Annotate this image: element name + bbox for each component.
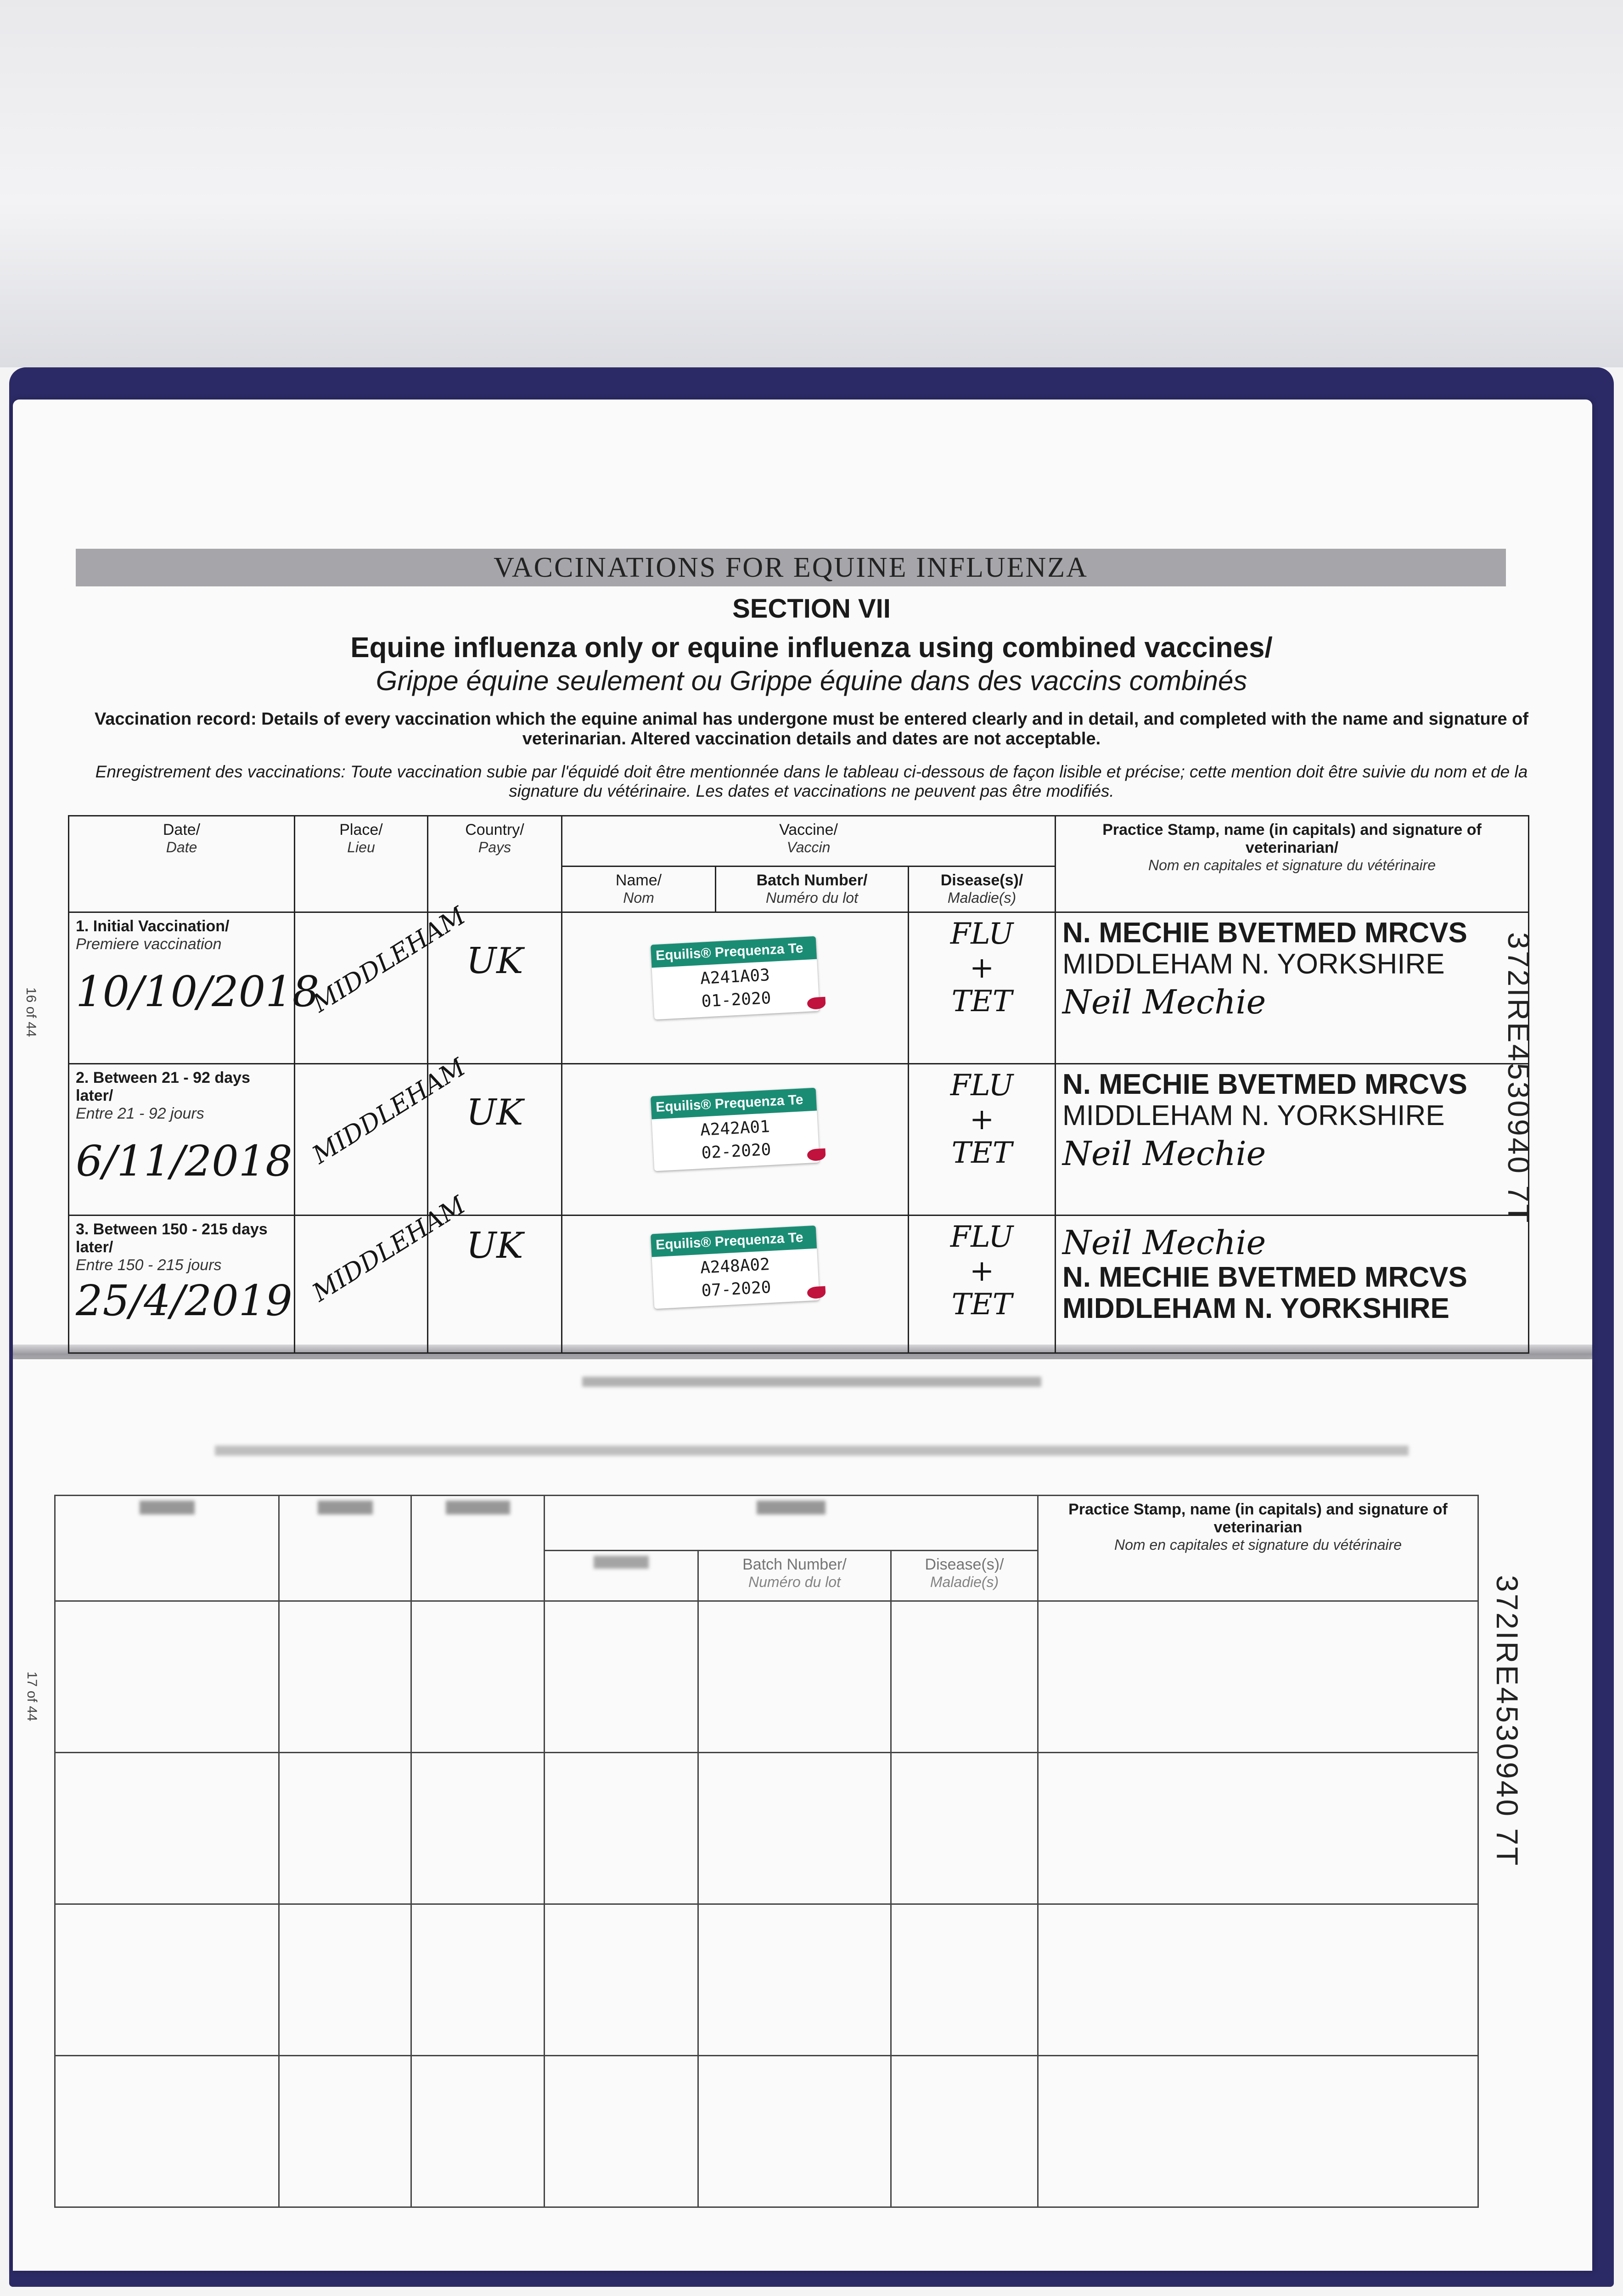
vaccine-label-cell [562, 912, 909, 1064]
record-instructions-fr: Enregistrement des vaccinations: Toute vaccination subie par l'équidé doit être mentionnée dans le tableau ci-dessous de façon lisible et précise; cette mention doit être suivie du nom et de la signature du vétérinaire. Les dates et vaccinations ne peuvent pas être modifiés. [95, 762, 1528, 800]
row-label-cell [69, 1216, 295, 1353]
vaccine-label-cell [562, 1216, 909, 1353]
expiry-date: 01-2020 [701, 988, 772, 1011]
header-stamp-bottom: Practice Stamp, name (in capitals) and signature of veterinarian Nom en capitales et signature du vétérinaire [1038, 1496, 1478, 1601]
disease-cell [909, 912, 1056, 1064]
section-band [76, 549, 1506, 586]
disease-tet: TET [951, 1136, 1012, 1171]
header-stamp: Practice Stamp, name (in capitals) and signature of veterinarian/ Nom en capitales et signature du vétérinaire [1056, 816, 1529, 912]
row-label: 3. Between 150 - 215 days later/ [76, 1221, 268, 1256]
row-label: 1. Initial Vaccination/ [76, 917, 230, 935]
vaccine-brand: Equilis® Prequenza Te [651, 1088, 817, 1120]
header-name-blurred [545, 1551, 698, 1601]
vet-signature: Neil Mechie [1062, 1223, 1266, 1262]
vaccine-sticker [651, 936, 820, 1020]
blurred-instructions-2 [0, 1442, 1623, 1460]
label-mark-icon [807, 1148, 826, 1161]
disease-plus: + [969, 951, 994, 985]
table-row [55, 2056, 1478, 2207]
disease-tet: TET [951, 1288, 1012, 1322]
disease-flu: FLU [950, 1069, 1014, 1103]
header-batch-number: Batch Number/ Numéro du lot [716, 867, 909, 912]
header-country-blurred [411, 1496, 545, 1601]
vaccination-table [68, 815, 1529, 1354]
table-row [55, 1753, 1478, 1904]
header-date-blurred [55, 1496, 279, 1601]
section-title: SECTION VII [732, 594, 891, 624]
record-instructions-en: Vaccination record: Details of every vaccination which the equine animal has undergone must be entered clearly and in detail, and completed with the name and signature of veterinarian. Altered vaccination details and dates are not acceptable. [94, 709, 1529, 748]
passport-number-bottom: 372IRE4530940 7T [1490, 1575, 1524, 1868]
date-value: 6/11/2018 [76, 1137, 292, 1186]
expiry-date: 02-2020 [701, 1140, 772, 1163]
place-cell [295, 1190, 471, 1353]
empty-vaccination-table [54, 1495, 1479, 2208]
vet-stamp [1062, 1069, 1522, 1131]
vaccine-brand: Equilis® Prequenza Te [651, 1226, 817, 1257]
batch-number: A242A01 [700, 1117, 770, 1140]
disease-plus: + [969, 1254, 994, 1288]
header-place: Place/ Lieu [295, 816, 428, 912]
row-label-fr: Premiere vaccination [76, 935, 222, 953]
stamp-line-2: MIDDLEHAM N. YORKSHIRE [1062, 948, 1445, 980]
stamp-line-2: MIDDLEHAM N. YORKSHIRE [1062, 1293, 1449, 1325]
stamp-line-1: N. MECHIE BVETMED MRCVS [1062, 917, 1467, 949]
label-mark-icon [807, 997, 826, 1010]
stamp-cell [1056, 1064, 1529, 1216]
disease-plus: + [969, 1102, 994, 1137]
page-number-top: 16 of 44 [23, 987, 39, 1037]
subtitle-fr: Grippe équine seulement ou Grippe équine dans des vaccins combinés [376, 665, 1247, 696]
disease-flu: FLU [950, 1220, 1014, 1254]
vet-stamp [1062, 1262, 1522, 1324]
row-label-cell [69, 912, 320, 1064]
vet-stamp [1062, 917, 1522, 980]
batch-number: A241A03 [700, 966, 770, 988]
disease-flu: FLU [950, 917, 1014, 951]
country-value: UK [466, 940, 523, 982]
header-disease: Disease(s)/ Maladie(s) [909, 867, 1056, 912]
header-date: Date/ Date [69, 816, 295, 912]
place-value: MIDDLEHAM [307, 1052, 471, 1170]
row-label: 2. Between 21 - 92 days later/ [76, 1069, 250, 1104]
table-row [55, 1904, 1478, 2056]
header-vaccine-name: Name/ Nom [562, 867, 716, 912]
date-value: 25/4/2019 [76, 1276, 292, 1325]
expiry-date: 07-2020 [701, 1277, 772, 1300]
disease-cell [909, 1216, 1056, 1353]
vaccine-label-cell [562, 1064, 909, 1216]
date-value: 10/10/2018 [76, 967, 320, 1016]
label-mark-icon [807, 1286, 826, 1299]
country-value: UK [466, 1225, 523, 1266]
country-cell [428, 1216, 562, 1353]
vet-signature: Neil Mechie [1062, 983, 1266, 1022]
row-label-fr: Entre 21 - 92 jours [76, 1105, 204, 1122]
batch-number: A248A02 [700, 1255, 770, 1277]
row-label-cell [69, 1064, 295, 1216]
vaccine-sticker [651, 1226, 820, 1309]
scanner-background [0, 0, 1623, 367]
country-value: UK [466, 1092, 523, 1133]
passport-number-top: 372IRE4530940 7T [1502, 932, 1536, 1225]
stamp-line-1: N. MECHIE BVETMED MRCVS [1062, 1069, 1467, 1100]
stamp-cell [1056, 912, 1529, 1064]
band-title: VACCINATIONS FOR EQUINE INFLUENZA [494, 551, 1088, 583]
table-row [69, 912, 1529, 1064]
vaccine-sticker [651, 1088, 820, 1171]
page-number-bottom: 17 of 44 [24, 1671, 39, 1722]
stamp-line-2: MIDDLEHAM N. YORKSHIRE [1062, 1100, 1445, 1132]
header-vaccine-blurred [545, 1496, 1038, 1551]
stamp-cell [1056, 1216, 1529, 1353]
table-row [69, 1064, 1529, 1216]
header-batch-bottom: Batch Number/ Numéro du lot [698, 1551, 891, 1601]
place-value: MIDDLEHAM [307, 901, 471, 1018]
disease-tet: TET [951, 985, 1012, 1019]
table-row [55, 1601, 1478, 1753]
place-cell [295, 1052, 471, 1216]
stamp-line-1: N. MECHIE BVETMED MRCVS [1062, 1261, 1467, 1293]
table-row [69, 1216, 1529, 1353]
header-vaccine: Vaccine/ Vaccin [562, 816, 1056, 867]
vaccine-brand: Equilis® Prequenza Te [651, 936, 817, 968]
subtitle-en: Equine influenza only or equine influenza using combined vaccines/ [350, 632, 1273, 664]
header-country: Country/ Pays [428, 816, 562, 912]
disease-cell [909, 1064, 1056, 1216]
blurred-instructions [0, 1373, 1623, 1391]
header-disease-bottom: Disease(s)/ Maladie(s) [891, 1551, 1038, 1601]
header-place-blurred [279, 1496, 411, 1601]
vet-signature: Neil Mechie [1062, 1134, 1266, 1173]
place-value: MIDDLEHAM [307, 1190, 471, 1307]
row-label-fr: Entre 150 - 215 jours [76, 1256, 222, 1274]
